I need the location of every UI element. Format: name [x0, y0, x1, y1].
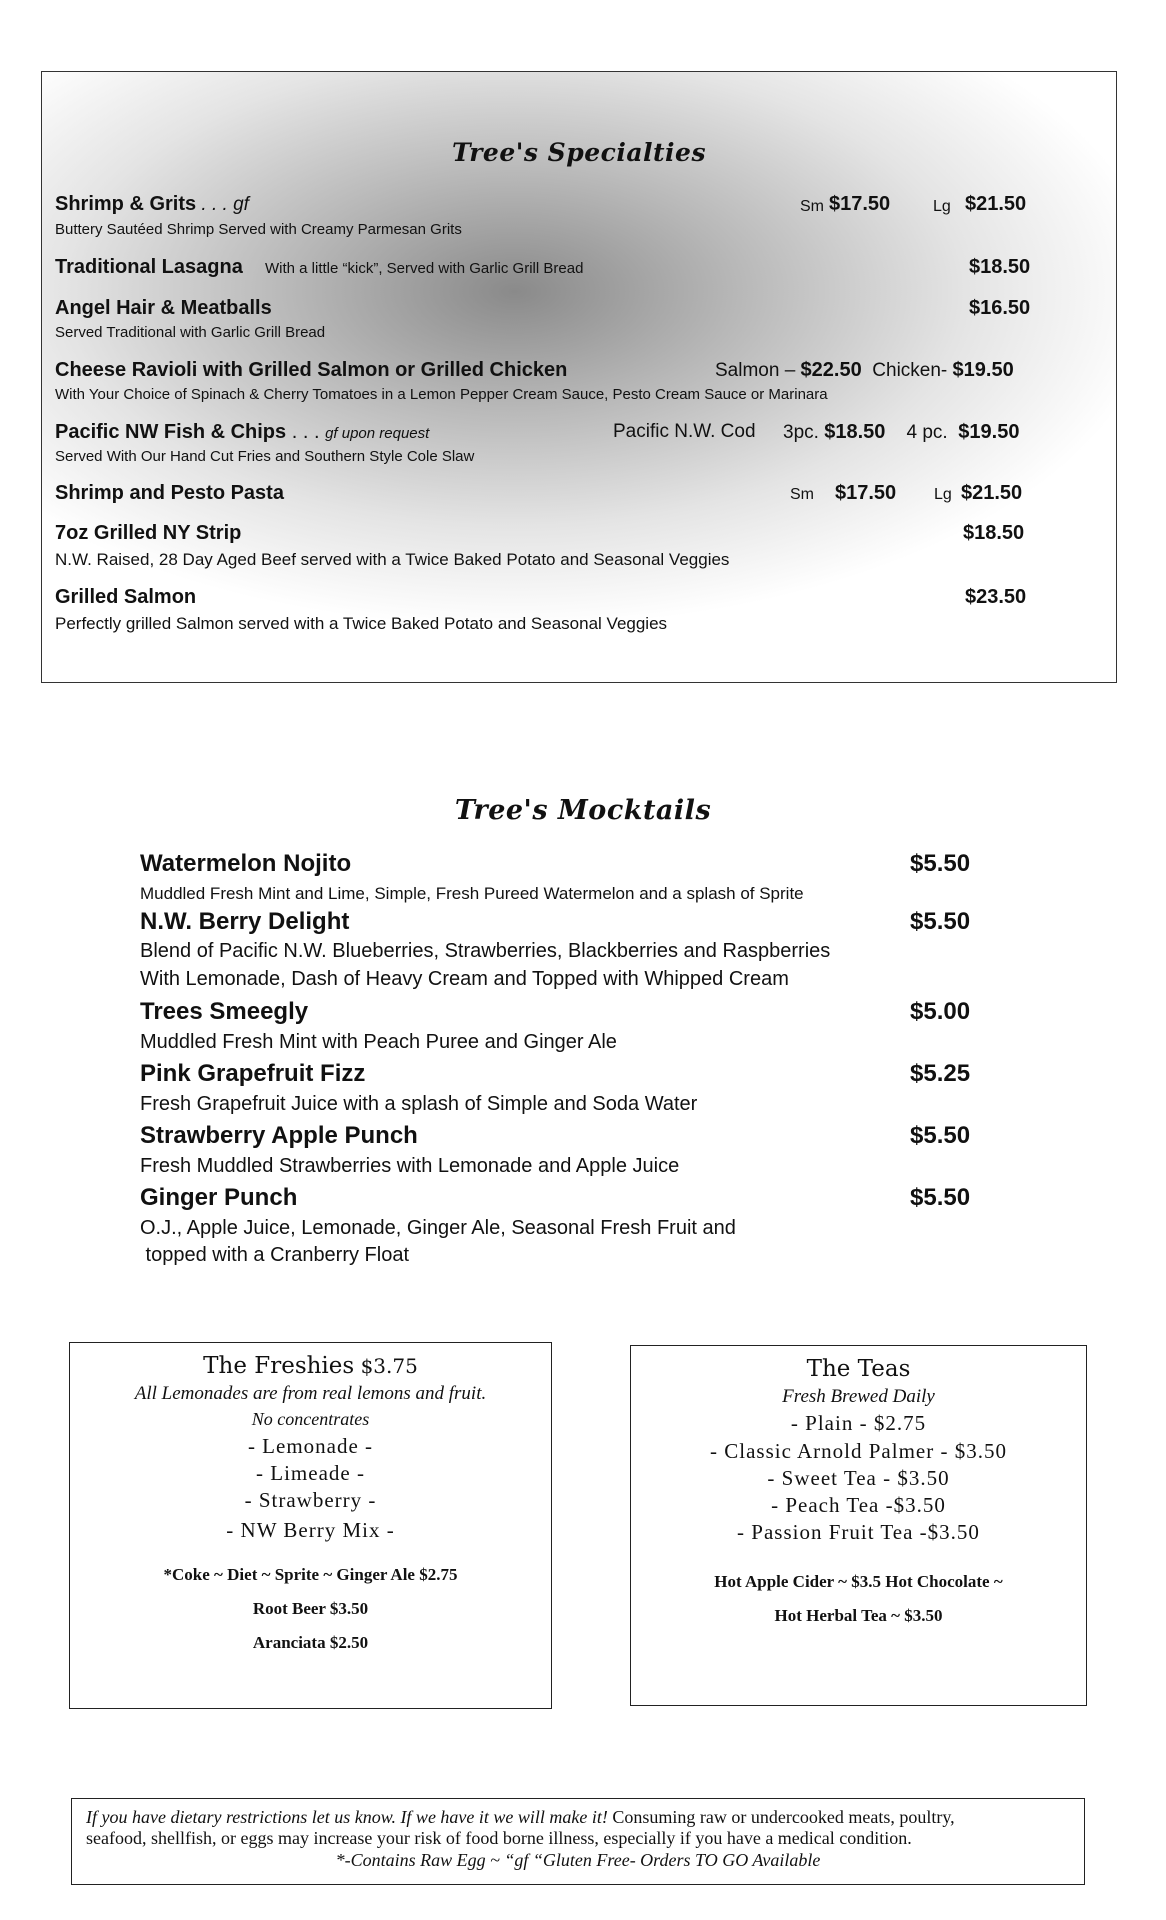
item-shrimp-grits-name: Shrimp & Grits . . . gf: [55, 193, 249, 215]
mocktail-name: N.W. Berry Delight: [140, 908, 350, 935]
dietary-notice-legend: *-Contains Raw Egg ~ “gf “Gluten Free- Orders TO GO Available: [335, 1850, 821, 1870]
tea-item: - Plain - $2.75: [790, 1411, 927, 1435]
mocktail-desc: Fresh Muddled Strawberries with Lemonade and Apple Juice: [140, 1155, 680, 1177]
item-ravioli-name: Cheese Ravioli with Grilled Salmon or Grilled Chicken: [55, 359, 568, 381]
mocktail-name: Strawberry Apple Punch: [140, 1122, 418, 1149]
item-lasagna-desc: With a little “kick”, Served with Garlic Grill Bread: [265, 260, 584, 277]
item-ny-strip-desc: N.W. Raised, 28 Day Aged Beef served with a Twice Baked Potato and Seasonal Veggies: [55, 550, 730, 569]
tea-item: - Sweet Tea - $3.50: [767, 1466, 950, 1490]
tea-item: - Passion Fruit Tea -$3.50: [737, 1520, 980, 1544]
item-pesto-pasta-name: Shrimp and Pesto Pasta: [55, 482, 284, 504]
mocktail-desc: Blend of Pacific N.W. Blueberries, Strawberries, Blackberries and Raspberries: [140, 940, 831, 962]
dietary-notice-line: seafood, shellfish, or eggs may increase your risk of food borne illness, especially if you have a medical condition.: [86, 1828, 912, 1848]
mocktail-price: $5.25: [910, 1060, 971, 1087]
item-pesto-pasta-sm-price: $17.50: [835, 482, 897, 504]
item-shrimp-grits-lg-price: $21.50: [965, 193, 1027, 215]
root-beer-line: Root Beer $3.50: [252, 1599, 369, 1618]
freshies-item: - Lemonade -: [247, 1434, 374, 1458]
mocktail-name: Trees Smeegly: [140, 998, 309, 1025]
item-ravioli-desc: With Your Choice of Spinach & Cherry Tomatoes in a Lemon Pepper Cream Sauce, Pesto Cream Sauce or Marinara: [55, 386, 828, 403]
mocktail-name: Pink Grapefruit Fizz: [140, 1060, 366, 1087]
dietary-notice-line: If you have dietary restrictions let us know. If we have it we will make it! Consuming raw or undercooked meats, poultry,: [86, 1807, 955, 1827]
item-salmon-desc: Perfectly grilled Salmon served with a Twice Baked Potato and Seasonal Veggies: [55, 614, 668, 633]
item-ny-strip-price: $18.50: [963, 522, 1025, 544]
item-angel-hair-desc: Served Traditional with Garlic Grill Bread: [55, 324, 326, 341]
freshies-note: No concentrates: [251, 1409, 370, 1429]
item-fish-chips-desc: Served With Our Hand Cut Fries and Southern Style Cole Slaw: [55, 448, 475, 465]
item-shrimp-grits-desc: Buttery Sautéed Shrimp Served with Creamy Parmesan Grits: [55, 221, 462, 238]
freshies-box: [69, 1342, 552, 1709]
mocktail-price: $5.00: [910, 998, 971, 1025]
item-salmon-name: Grilled Salmon: [55, 586, 197, 608]
specialties-title: Tree's Specialties: [451, 138, 707, 167]
freshies-item: - Strawberry -: [244, 1488, 377, 1512]
aranciata-line: Aranciata $2.50: [252, 1633, 369, 1652]
freshies-item: - Limeade -: [256, 1461, 365, 1485]
tea-item: - Peach Tea -$3.50: [771, 1493, 946, 1517]
item-shrimp-grits-sm-price: $17.50: [829, 193, 891, 215]
item-angel-hair-price: $16.50: [969, 297, 1031, 319]
teas-subtitle: Fresh Brewed Daily: [782, 1386, 935, 1407]
mocktail-desc: Muddled Fresh Mint and Lime, Simple, Fresh Pureed Watermelon and a splash of Sprite: [140, 884, 804, 903]
mocktail-price: $5.50: [910, 1122, 971, 1149]
freshies-item: - NW Berry Mix -: [226, 1518, 395, 1542]
item-ravioli-prices: Salmon – $22.50 Chicken- $19.50: [715, 359, 1014, 381]
dietary-notice-box: [71, 1798, 1085, 1885]
mocktail-desc: topped with a Cranberry Float: [140, 1244, 410, 1266]
size-label-sm: Sm: [790, 486, 814, 503]
mocktail-price: $5.50: [910, 1184, 971, 1211]
teas-title: The Teas: [806, 1356, 911, 1382]
mocktail-desc: With Lemonade, Dash of Heavy Cream and Topped with Whipped Cream: [140, 968, 789, 990]
mocktail-desc: O.J., Apple Juice, Lemonade, Ginger Ale, Seasonal Fresh Fruit and: [140, 1217, 736, 1239]
hot-drinks-line: Hot Herbal Tea ~ $3.50: [774, 1606, 943, 1625]
item-angel-hair-name: Angel Hair & Meatballs: [55, 297, 272, 319]
item-lasagna-price: $18.50: [969, 256, 1031, 278]
item-lasagna-name: Traditional Lasagna: [55, 256, 243, 278]
tea-item: - Classic Arnold Palmer - $3.50: [710, 1439, 1007, 1463]
item-fish-chips-name: Pacific NW Fish & Chips . . . gf upon request: [55, 421, 430, 443]
mocktail-name: Watermelon Nojito: [140, 850, 352, 877]
freshies-note: All Lemonades are from real lemons and fruit.: [134, 1383, 487, 1404]
hot-drinks-line: Hot Apple Cider ~ $3.5 Hot Chocolate ~: [714, 1572, 1003, 1591]
mocktails-title: Tree's Mocktails: [454, 795, 712, 826]
item-fish-chips-cod: Pacific N.W. Cod: [613, 421, 756, 442]
size-label-sm: Sm: [800, 198, 824, 215]
size-label-lg: Lg: [933, 198, 951, 215]
item-salmon-price: $23.50: [965, 586, 1027, 608]
mocktail-name: Ginger Punch: [140, 1184, 298, 1211]
mocktail-price: $5.50: [910, 850, 971, 877]
sodas-line: *Coke ~ Diet ~ Sprite ~ Ginger Ale $2.75: [163, 1565, 458, 1584]
mocktail-desc: Fresh Grapefruit Juice with a splash of Simple and Soda Water: [140, 1093, 698, 1115]
item-pesto-pasta-lg-price: $21.50: [961, 482, 1023, 504]
teas-box: [630, 1345, 1087, 1706]
size-label-lg: Lg: [934, 486, 952, 503]
item-ny-strip-name: 7oz Grilled NY Strip: [55, 522, 242, 544]
mocktail-price: $5.50: [910, 908, 971, 935]
freshies-title: The Freshies $3.75: [203, 1353, 418, 1379]
mocktail-desc: Muddled Fresh Mint with Peach Puree and Ginger Ale: [140, 1031, 617, 1053]
item-fish-chips-prices: 3pc. $18.50 4 pc. $19.50: [783, 421, 1020, 443]
